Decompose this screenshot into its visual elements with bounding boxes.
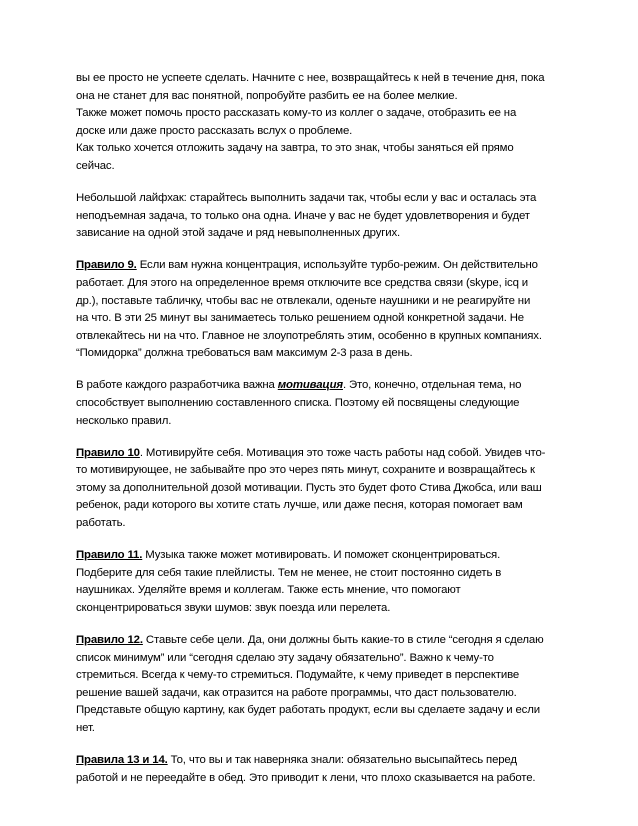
text-line: неподъемная задача, то только она одна. Иначе у вас не будет удовлетворения и будет	[76, 209, 530, 222]
motivation-emphasis: мотивация	[277, 379, 343, 392]
rule-9-text: Если вам нужна концентрация, используйте турбо-режим. Он действительно	[136, 259, 538, 272]
text-line	[76, 632, 564, 650]
paragraph-rule-12	[76, 632, 564, 738]
text-line	[76, 257, 564, 275]
text-line: то мотивирующее, не забывайте про это через пять минут, сохраните и возвращайтесь к	[76, 464, 535, 477]
text-line: ребенок, ради которого вы хотите стать лучше, или даже песня, которая помогает вам	[76, 499, 523, 512]
motivation-text-before: В работе каждого разработчика важна	[76, 379, 278, 392]
text-line: работает. Для этого на определенное время отключите все средства связи (skype, icq и	[76, 276, 528, 289]
text-line: список минимум” или “сегодня сделаю эту задачу обязательно”. Важно к чему-то	[76, 651, 494, 664]
text-line	[76, 752, 564, 770]
paragraph-rule-9	[76, 257, 564, 363]
rule-9-title: Правило 9.	[76, 259, 137, 272]
text-line: несколько правил.	[76, 414, 172, 427]
rule-13-14-title: Правила 13 и 14.	[76, 754, 168, 767]
paragraph-rule-10	[76, 445, 564, 533]
text-line: др.), поставьте табличку, чтобы вас не отвлекали, оденьте наушники и не реагируйте ни	[76, 294, 531, 307]
motivation-text-after: . Это, конечно, отдельная тема, но	[342, 379, 522, 392]
text-line	[76, 547, 564, 565]
text-line: решение вашей задачи, как отразится на работе программы, что даст пользователю.	[76, 686, 517, 699]
rule-10-text: . Мотивируйте себя. Мотивация это тоже часть работы над собой. Увидев что-	[139, 446, 546, 459]
text-line: способствует выполнению составленного списка. Поэтому ей посвящены следующие	[76, 397, 520, 409]
text-line: доске или даже просто рассказать вслух о проблеме.	[76, 124, 353, 137]
paragraph-lifehack	[76, 190, 564, 243]
paragraph-rule-13-14	[76, 752, 564, 787]
rule-13-14-text: То, что вы и так наверняка знали: обязательно высыпайтесь перед	[167, 754, 517, 767]
text-line: Подберите для себя такие плейлисты. Тем не менее, не стоит постоянно сидеть в	[76, 566, 502, 579]
text-line	[76, 445, 564, 463]
text-line: “Помидорка” должна требоваться вам максимум 2-3 раза в день.	[76, 347, 413, 360]
text-line: сконцентрироваться звуки шумов: звук поезда или перелета.	[76, 601, 391, 614]
paragraph-rule-11	[76, 547, 564, 617]
rule-11-title: Правило 11.	[76, 549, 143, 562]
text-line: наушниках. Уделяйте время и коллегам. Также есть мнение, что помогают	[76, 584, 461, 597]
rule-12-title: Правило 12.	[76, 634, 143, 647]
rule-11-text: Музыка также может мотивировать. И поможет сконцентрироваться.	[142, 549, 501, 562]
text-line: сейчас.	[76, 159, 115, 172]
text-line: она не станет для вас понятной, попробуйте разбить ее на более мелкие.	[76, 89, 458, 102]
text-line: отвлекайтесь ни на что. Главное не злоупотреблять этим, особенно в крупных компаниях.	[76, 329, 542, 342]
text-line: стремиться. Всегда к чему-то стремиться. Подумайте, к чему приведет в перспективе	[76, 669, 520, 682]
rule-10-title: Правило 10	[76, 446, 140, 459]
text-line: Представьте общую картину, как будет работать продукт, если вы сделаете задачу и если	[76, 704, 540, 717]
paragraph-motivation	[76, 377, 564, 430]
text-line: Также может помочь просто рассказать кому-то из коллег о задаче, отобразить ее на	[76, 107, 517, 120]
text-line: на что. В эти 25 минут вы занимаетесь только решением одной конкретной задачи. Не	[76, 312, 524, 325]
paragraph-intro	[76, 70, 564, 176]
text-line: вы ее просто не успеете сделать. Начните с нее, возвращайтесь к ней в течение дня, пока	[76, 72, 545, 84]
text-line: Небольшой лайфхак: старайтесь выполнить задачи так, чтобы если у вас и осталась эта	[76, 192, 537, 205]
text-line: нет.	[76, 722, 95, 734]
text-line	[76, 377, 564, 395]
text-line: зависание на одной этой задаче и ряд невыполненных других.	[76, 227, 401, 240]
text-line: этому за дополнительной дозой мотивации. Пусть это будет фото Стива Джобса, или ваш	[76, 481, 542, 494]
rule-12-text: Ставьте себе цели. Да, они должны быть какие-то в стиле “сегодня я сделаю	[142, 634, 544, 647]
text-line: работать.	[76, 517, 126, 530]
text-line: Как только хочется отложить задачу на завтра, то это знак, чтобы заняться ей прямо	[76, 142, 514, 155]
text-line: работой и не переедайте в обед. Это приводит к лени, что плохо сказывается на работе.	[76, 771, 536, 784]
